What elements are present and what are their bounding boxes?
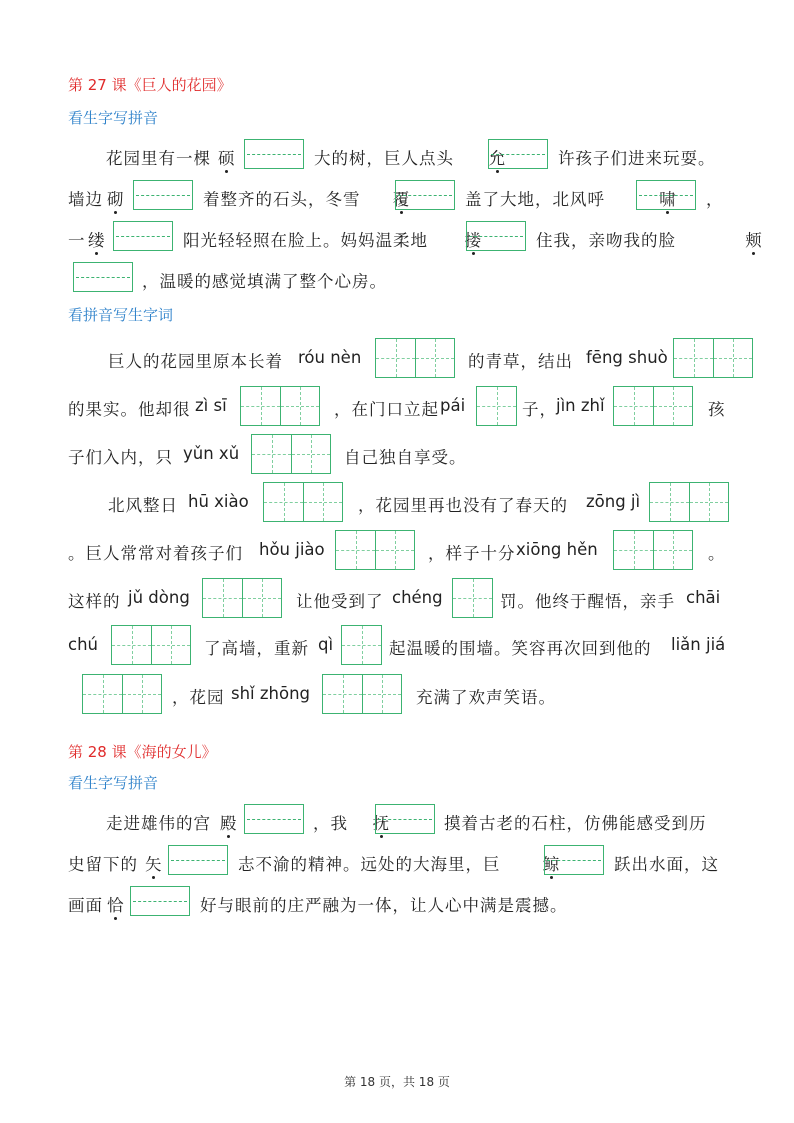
pinyin-prompt: jǔ dòng <box>128 588 190 607</box>
lesson-28-title: 第 28 课《海的女儿》 <box>68 743 217 761</box>
dotted-character: 缕 <box>88 231 106 250</box>
pinyin-answer-box[interactable] <box>244 804 304 834</box>
pinyin-prompt: hǒu jiào <box>259 540 325 559</box>
sentence-text: 子们入内，只 <box>68 448 173 467</box>
exercise-line <box>0 386 794 426</box>
sentence-text: ，花园里再也没有了春天的 <box>358 496 568 515</box>
pinyin-prompt: chú <box>68 635 98 654</box>
pinyin-answer-box[interactable] <box>168 845 228 875</box>
sentence-text: 。 <box>708 544 726 563</box>
character-grid[interactable] <box>613 530 693 570</box>
sentence-text: ， <box>706 190 724 209</box>
pinyin-prompt: liǎn jiá <box>671 635 726 654</box>
sentence-text: 孩 <box>708 400 726 419</box>
pinyin-prompt: qì <box>318 635 334 654</box>
exercise-line <box>0 802 794 842</box>
sentence-text: 跃出水面，这 <box>614 855 719 874</box>
lesson-27-title: 第 27 课《巨人的花园》 <box>68 76 232 94</box>
pinyin-prompt: zōng jì <box>586 492 641 511</box>
exercise-line <box>0 482 794 522</box>
pinyin-answer-box[interactable] <box>488 139 548 169</box>
pinyin-answer-box[interactable] <box>466 221 526 251</box>
section-write-pinyin-27: 看生字写拼音 <box>68 109 159 127</box>
character-grid[interactable] <box>202 578 282 618</box>
dotted-character: 抚 <box>372 814 391 833</box>
pinyin-answer-box[interactable] <box>244 139 304 169</box>
exercise-line <box>0 843 794 883</box>
sentence-text: 子， <box>522 400 557 419</box>
pinyin-prompt: róu nèn <box>298 348 362 367</box>
dotted-character: 允 <box>488 149 507 168</box>
pinyin-answer-box[interactable] <box>130 886 190 916</box>
sentence-text: 好与眼前的庄严融为一体，让人心中满是震撼。 <box>200 896 568 915</box>
sentence-text: 墙边 <box>68 190 103 209</box>
exercise-line <box>0 884 794 924</box>
pinyin-prompt: yǔn xǔ <box>183 444 240 463</box>
exercise-line <box>0 260 794 300</box>
exercise-line <box>0 578 794 618</box>
exercise-line <box>0 338 794 378</box>
sentence-text: 巨人的花园里原本长着 <box>108 352 283 371</box>
dotted-character: 鲸 <box>542 855 561 874</box>
character-grid[interactable] <box>452 578 493 618</box>
character-grid[interactable] <box>335 530 415 570</box>
section-write-characters-27: 看拼音写生字词 <box>68 306 174 324</box>
pinyin-prompt: chāi <box>686 588 721 607</box>
sentence-text: 。巨人常常对着孩子们 <box>68 544 243 563</box>
section-write-pinyin-28: 看生字写拼音 <box>68 774 159 792</box>
exercise-line <box>0 674 794 714</box>
sentence-text: ，样子十分 <box>428 544 516 563</box>
character-grid[interactable] <box>251 434 331 474</box>
character-grid[interactable] <box>649 482 729 522</box>
sentence-text: 摸着古老的石柱，仿佛能感受到历 <box>444 814 707 833</box>
pinyin-prompt: shǐ zhōng <box>231 684 311 703</box>
pinyin-answer-box[interactable] <box>133 180 193 210</box>
pinyin-prompt: chéng <box>392 588 443 607</box>
dotted-character: 颊 <box>745 231 763 250</box>
dotted-character: 殿 <box>220 814 238 833</box>
character-grid[interactable] <box>240 386 320 426</box>
dotted-character: 搂 <box>464 231 483 250</box>
pinyin-prompt: fēng shuò <box>586 348 668 367</box>
character-grid[interactable] <box>111 625 191 665</box>
sentence-text: 画面 <box>68 896 103 915</box>
character-grid[interactable] <box>263 482 343 522</box>
sentence-text: 许孩子们进来玩耍。 <box>558 149 716 168</box>
sentence-text: ，在门口立起 <box>334 400 439 419</box>
character-grid[interactable] <box>476 386 517 426</box>
exercise-line <box>0 625 794 665</box>
dotted-character: 啸 <box>659 190 677 209</box>
character-grid[interactable] <box>375 338 455 378</box>
pinyin-prompt: jìn zhǐ <box>556 396 605 415</box>
sentence-text: 盖了大地，北风呼 <box>465 190 605 209</box>
character-grid[interactable] <box>613 386 693 426</box>
sentence-text: ，花园 <box>172 688 225 707</box>
sentence-text: 一 <box>68 231 86 250</box>
exercise-line <box>0 434 794 474</box>
pinyin-answer-box[interactable] <box>392 180 455 210</box>
pinyin-prompt: pái <box>440 396 466 415</box>
dotted-character: 矢 <box>145 855 163 874</box>
dotted-character: 覆 <box>392 190 411 209</box>
pinyin-prompt: hū xiào <box>188 492 249 511</box>
sentence-text: 志不渝的精神。远处的大海里，巨 <box>238 855 501 874</box>
pinyin-prompt: zì sī <box>195 396 227 415</box>
sentence-text: 大的树，巨人点头 <box>314 149 454 168</box>
pinyin-prompt: xiōng hěn <box>516 540 598 559</box>
pinyin-answer-box[interactable] <box>372 804 435 834</box>
character-grid[interactable] <box>82 674 162 714</box>
exercise-line <box>0 219 794 259</box>
sentence-text: 自己独自享受。 <box>344 448 467 467</box>
character-grid[interactable] <box>341 625 382 665</box>
pinyin-answer-box[interactable] <box>73 262 133 292</box>
sentence-text: 的青草，结出 <box>468 352 573 371</box>
sentence-text: ，温暖的感觉填满了整个心房。 <box>142 272 387 291</box>
sentence-text: 着整齐的石头，冬雪 <box>203 190 361 209</box>
pinyin-answer-box[interactable] <box>113 221 173 251</box>
sentence-text: 阳光轻轻照在脸上。妈妈温柔地 <box>183 231 428 250</box>
sentence-text: 了高墙，重新 <box>204 639 309 658</box>
sentence-text: 让他受到了 <box>296 592 384 611</box>
pinyin-answer-box[interactable] <box>636 180 696 210</box>
sentence-text: 罚。他终于醒悟，亲手 <box>500 592 675 611</box>
character-grid[interactable] <box>322 674 402 714</box>
sentence-text: 充满了欢声笑语。 <box>416 688 556 707</box>
character-grid[interactable] <box>673 338 753 378</box>
page-footer: 第 18 页，共 18 页 <box>344 1075 450 1089</box>
sentence-text: 走进雄伟的宫 <box>106 814 211 833</box>
exercise-line <box>0 178 794 218</box>
sentence-text: 起温暖的围墙。笑容再次回到他的 <box>389 639 652 658</box>
sentence-text: 住我，亲吻我的脸 <box>536 231 676 250</box>
exercise-line <box>0 137 794 177</box>
sentence-text: 史留下的 <box>68 855 138 874</box>
dotted-character: 砌 <box>107 190 125 209</box>
dotted-character: 恰 <box>107 896 125 915</box>
exercise-line <box>0 530 794 570</box>
sentence-text: 这样的 <box>68 592 121 611</box>
sentence-text: 北风整日 <box>108 496 178 515</box>
sentence-text: 花园里有一棵 <box>106 149 211 168</box>
pinyin-answer-box[interactable] <box>544 845 604 875</box>
sentence-text: 的果实。他却很 <box>68 400 191 419</box>
sentence-text: ，我 <box>313 814 348 833</box>
dotted-character: 硕 <box>218 149 236 168</box>
